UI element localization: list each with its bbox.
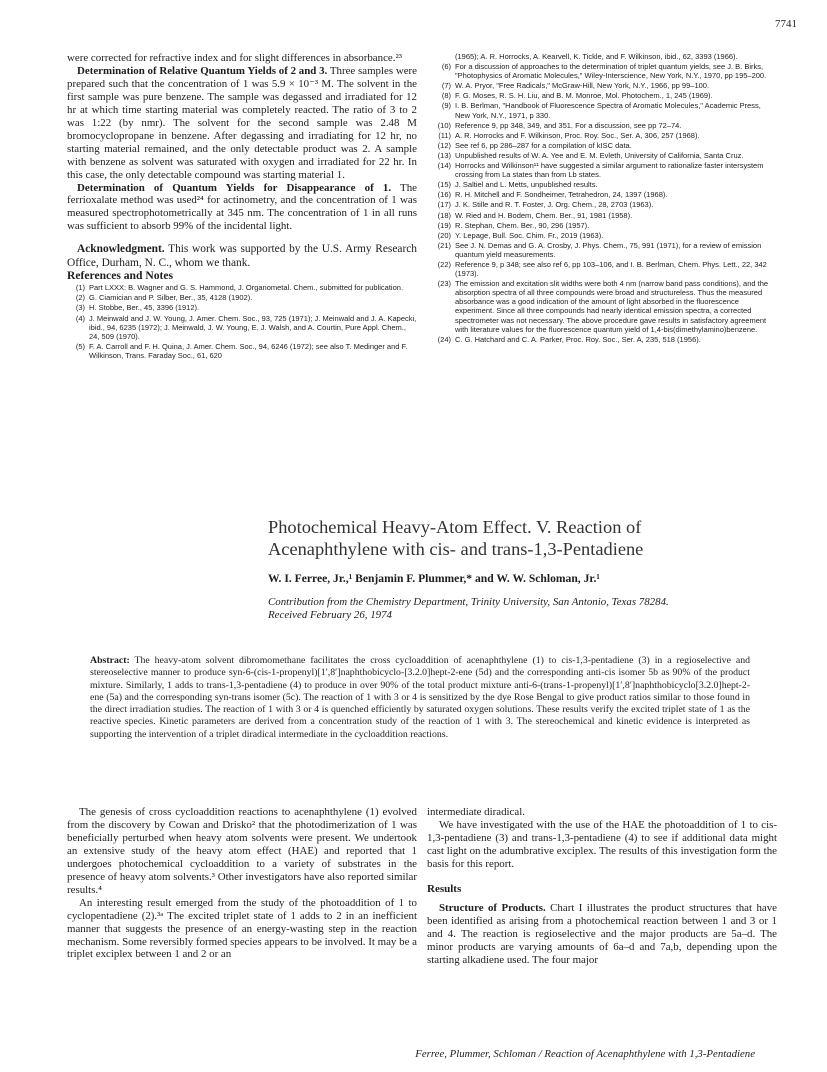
reference-text: F. G. Moses, R. S. H. Liu, and B. M. Monroe, Mol. Photochem., 1, 245 (1969).	[455, 91, 713, 101]
reference-text: H. Stobbe, Ber., 45, 3396 (1912).	[89, 303, 200, 313]
reference-item	[433, 121, 776, 130]
abstract	[90, 655, 750, 741]
reference-item	[433, 335, 776, 344]
reference-number: (18)	[437, 210, 451, 220]
reference-number: (2)	[75, 293, 85, 303]
body-paragraph	[427, 902, 777, 967]
reference-text: W. Ried and H. Bodem, Chem. Ber., 91, 1981 (1958).	[455, 210, 633, 220]
abstract-label: Abstract:	[90, 655, 130, 666]
acknowledgment	[67, 243, 417, 270]
reference-text: R. Stephan, Chem. Ber., 90, 296 (1957).	[455, 220, 590, 230]
reference-number: (16)	[437, 190, 451, 200]
reference-item	[433, 279, 776, 334]
paragraph-quantum-yields-disappearance	[67, 182, 417, 234]
reference-item	[433, 141, 776, 150]
page-number: 7741	[775, 18, 797, 30]
reference-number: (3)	[75, 303, 85, 313]
paragraph-continued: were corrected for refractive index and for slight differences in absorbance.²³	[67, 52, 403, 64]
reference-text: J. Saltiel and L. Metts, unpublished results.	[455, 180, 598, 190]
reference-number: (21)	[437, 240, 451, 250]
reference-number: (4)	[75, 313, 85, 323]
reference-number: (13)	[437, 150, 451, 160]
abstract-text: The heavy-atom solvent dibromomethane facilitates the cross cycloaddition of acenaphthylene (1) to cis-1,3-pentadiene (3) in a regioselective and stereoselective manner to produce syn-6-(cis-1-propenyl)[1′,8′]naphthobicyclo-[3.2.0]hept-2-ene (5d) and the corresponding anti-cis isomer 5b as 90% of the product mixture. Similarly, 1 adds to trans-1,3-pentadiene (4) to produce in over 90% of the total product mixture anti-6-(trans-1-propenyl)[1′,8′]naphthobicyclo[3.2.0]hept-2-ene (5a) and the corresponding syn-trans isomer (5c). The reaction of 1 with 3 or 4 is sensitized by the dye Rose Bengal to give product ratios similar to those found in the direct irradiation studies. The reaction of 1 with 3 or 4 is quenched efficiently by saturated oxygen solutions. These results verify the excited triplet state of 1 as the reactive species. Kinetic parameters are derived from a concentration study of the reaction of 1 with 3. The stereochemical and kinetic evidence is interpreted as supporting the intervention of a triplet diradical intermediate in the cycloaddition reactions.	[90, 655, 750, 740]
reference-text: Y. Lepage, Bull. Soc. Chim. Fr., 2019 (1963).	[455, 230, 604, 240]
run-in-heading: Determination of Relative Quantum Yields of 2 and 3.	[77, 64, 328, 77]
paragraph-relative-quantum-yields	[67, 65, 417, 182]
reference-text: R. H. Mitchell and F. Sondheimer, Tetrahedron, 24, 1397 (1968).	[455, 190, 668, 200]
title-line: Acenaphthylene with cis- and trans-1,3-Pentadiene	[268, 539, 644, 559]
reference-item	[67, 314, 417, 341]
paragraph-text: Three samples were prepared such that the concentration of 1 was 5.9 × 10⁻³ M. The solvent in the first sample was pure benzene. The sample was degassed and irradiated for 12 hr at which time starting material was completely reacted. The ratio of 3 to 2 was 1:22 (by nmr). The solvent for the second sample was 2.48 M bromocyclopropane in benzene. After degassing and irradiating for 12 hr, no starting material remained, and the only detectable product was 2. A sample with benzene as solvent was saturated with oxygen and irradiated for 22 hr. In this case, the only detectable compound was starting material 1.	[67, 64, 418, 181]
reference-item	[67, 303, 417, 312]
reference-item	[433, 151, 776, 160]
author-list: W. I. Ferree, Jr.,¹ Benjamin F. Plummer,* and W. W. Schloman, Jr.¹	[268, 572, 600, 585]
running-footer: Ferree, Plummer, Schloman / Reaction of Acenaphthylene with 1,3-Pentadiene	[415, 1048, 755, 1060]
reference-text: G. Ciamician and P. Silber, Ber., 35, 4128 (1902).	[89, 293, 253, 303]
paragraph-text: The ferrioxalate method was used²⁴ for actinometry, and the concentration of 1 was measured spectrophotometrically at 345 nm. The concentration of 1 in all runs was sufficient to absorb 99% of the incidental light.	[67, 181, 417, 233]
reference-item	[433, 62, 776, 80]
reference-item	[433, 180, 776, 189]
reference-text: C. G. Hatchard and C. A. Parker, Proc. Roy. Soc., Ser. A, 235, 518 (1956).	[455, 334, 701, 344]
reference-list-left	[67, 283, 417, 360]
reference-text: Reference 9, pp 348, 349, and 351. For a discussion, see pp 72–74.	[455, 120, 682, 130]
reference-item	[433, 52, 776, 61]
reference-item	[433, 131, 776, 140]
reference-text: See ref 6, pp 286–287 for a compilation of kISC data.	[455, 140, 632, 150]
reference-number: (6)	[441, 62, 451, 72]
reference-number: (22)	[437, 259, 451, 269]
article-title	[268, 516, 788, 560]
reference-text: (1965); A. R. Horrocks, A. Kearvell, K. Tickle, and F. Wilkinson, ibid., 62, 3393 (1966).	[455, 52, 738, 61]
reference-number: (19)	[437, 220, 451, 230]
reference-text: J. K. Stille and R. T. Foster, J. Org. Chem., 28, 2703 (1963).	[455, 200, 654, 210]
reference-number: (20)	[437, 230, 451, 240]
affiliation	[268, 596, 768, 622]
reference-item	[433, 190, 776, 199]
run-in-heading: Structure of Products.	[439, 901, 546, 914]
reference-item	[433, 260, 776, 278]
reference-number: (8)	[441, 91, 451, 101]
reference-item	[433, 101, 776, 119]
reference-item	[433, 211, 776, 220]
reference-text: I. B. Berlman, "Handbook of Fluorescence Spectra of Aromatic Molecules," Academic Press, New York, N.Y., 1971, p 330.	[455, 101, 761, 120]
received-date: Received February 26, 1974	[268, 609, 392, 621]
body-paragraph: We have investigated with the use of the HAE the photoaddition of 1 to cis-1,3-pentadiene (3) and trans-1,3-pentadiene (4) to see if additional data might cast light on the adumbrative exciplex. The results of this investigation form the basis for this report.	[427, 818, 777, 870]
reference-number: (23)	[437, 279, 451, 289]
reference-text: A. R. Horrocks and F. Wilkinson, Proc. Roy. Soc., Ser. A, 306, 257 (1968).	[455, 130, 700, 140]
reference-number: (24)	[437, 334, 451, 344]
paragraph-text: Chart I illustrates the product structures that have been identified as arising from a photochemical reaction between 1 and 3 or 1 and 4. The reaction is regioselective and the major products are 5a–d. The minor products are varying amounts of 6a–d and 7a,b, depending upon the starting alkadiene used. The four major	[427, 901, 777, 966]
reference-text: Unpublished results of W. A. Yee and E. M. Evleth, University of California, Santa Cruz.	[455, 150, 744, 160]
reference-number: (15)	[437, 180, 451, 190]
reference-number: (11)	[438, 130, 451, 140]
reference-item	[67, 293, 417, 302]
reference-item	[433, 231, 776, 240]
reference-text: Horrocks and Wilkinson¹¹ have suggested a similar argument to rationalize faster intersystem crossing from La states than from Lb states.	[455, 161, 764, 180]
body-paragraph: intermediate diradical.	[427, 806, 525, 818]
reference-text: Reference 9, p 348; see also ref 6, pp 103–106, and I. B. Berlman, Chem. Phys. Lett., 22, 342 (1973).	[455, 259, 767, 279]
reference-item	[433, 81, 776, 90]
body-paragraph: An interesting result emerged from the study of the photoaddition of 1 to cyclopentadiene (2).³ᵃ The excited triplet state of 1 adds to 2 in an inefficient manner that suggests the presence of an energy-wasting step in the reaction mechanism. Some reversibly formed species appears to be involved. It may be a triplet exciplex between 1 and 2 or an	[67, 896, 417, 961]
reference-item	[433, 221, 776, 230]
reference-number: (9)	[441, 101, 451, 111]
body-paragraph: The genesis of cross cycloaddition reactions to acenaphthylene (1) evolved from the discovery by Cowan and Drisko² that the photodimerization of 1 was beneficially perturbed when heavy atom solvents were present. We undertook an extensive study of the heavy atom effect (HAE) and reported that 1 undergoes photochemical cycloaddition to a variety of substrates in the presence of heavy atom solvents.³ Other investigators have also reported similar results.⁴	[67, 806, 417, 896]
reference-item	[67, 342, 417, 360]
acknowledgment-text: This work was supported by the U.S. Army Research Office, Durham, N. C., whom we thank.	[67, 243, 417, 269]
reference-number	[433, 52, 455, 61]
reference-item	[67, 283, 417, 292]
reference-text: The emission and excitation slit widths were both 4 nm (narrow band pass conditions), and the absorption spectra of all three compounds were broad and structureless. Thus the measured absorbance was a good indication of the amount of light absorbed in the fluorescence experiment. Since all three compounds had nearly identical emission spectra, a corrected spectrometer was not necessary. The above procedure gave results in satisfactory agreement with literature values for the fluorescence quantum yield of 1,4-bis(dimethylamino)benzene.	[455, 279, 769, 334]
reference-text: J. Meinwald and J. W. Young, J. Amer. Chem. Soc., 93, 725 (1971); J. Meinwald and J. A. Kapecki, ibid., 94, 6235 (1972); J. Meinwald, J. W. Young, E. J. Walsh, and A. Courtin, Pure Appl. Chem., 24, 509 (1970).	[89, 313, 417, 341]
left-column-top	[67, 52, 417, 361]
reference-number: (14)	[437, 161, 451, 171]
reference-item	[433, 200, 776, 209]
reference-text: W. A. Pryor, "Free Radicals," McGraw-Hill, New York, N.Y., 1966, pp 99–100.	[455, 81, 710, 91]
run-in-heading: Determination of Quantum Yields for Disappearance of 1.	[77, 181, 392, 194]
reference-text: See J. N. Demas and G. A. Crosby, J. Phys. Chem., 75, 991 (1971), for a review of emission quantum yield measurements.	[455, 240, 762, 259]
reference-number: (17)	[437, 200, 451, 210]
acknowledgment-heading: Acknowledgment.	[77, 243, 165, 256]
reference-text: Part LXXX: B. Wagner and G. S. Hammond, J. Organometal. Chem., submitted for publication.	[89, 283, 404, 293]
reference-number: (12)	[437, 140, 451, 150]
reference-number: (10)	[437, 120, 451, 130]
title-line: Photochemical Heavy-Atom Effect. V. Reaction of	[268, 517, 642, 537]
reference-text: For a discussion of approaches to the determination of triplet quantum yields, see J. B. Birks, "Photophysics of Aromatic Molecules," Wiley-Interscience, New York, N.Y., 1970, pp 195–200.	[455, 62, 767, 81]
section-heading-results: Results	[427, 882, 462, 895]
reference-text: F. A. Carroll and F. H. Quina, J. Amer. Chem. Soc., 94, 6246 (1972); see also T. Medinger and F. Wilkinson, Trans. Faraday Soc., 61, 620	[89, 341, 408, 360]
body-right-column	[427, 806, 777, 966]
reference-list-right	[433, 52, 776, 347]
references-heading: References and Notes	[67, 269, 174, 283]
reference-item	[433, 241, 776, 259]
reference-item	[433, 161, 776, 179]
reference-number: (1)	[75, 283, 85, 293]
reference-number: (5)	[75, 341, 85, 351]
affiliation-line: Contribution from the Chemistry Department, Trinity University, San Antonio, Texas 78284.	[268, 596, 669, 608]
body-left-column	[67, 806, 417, 961]
reference-item	[433, 91, 776, 100]
reference-number: (7)	[441, 81, 451, 91]
